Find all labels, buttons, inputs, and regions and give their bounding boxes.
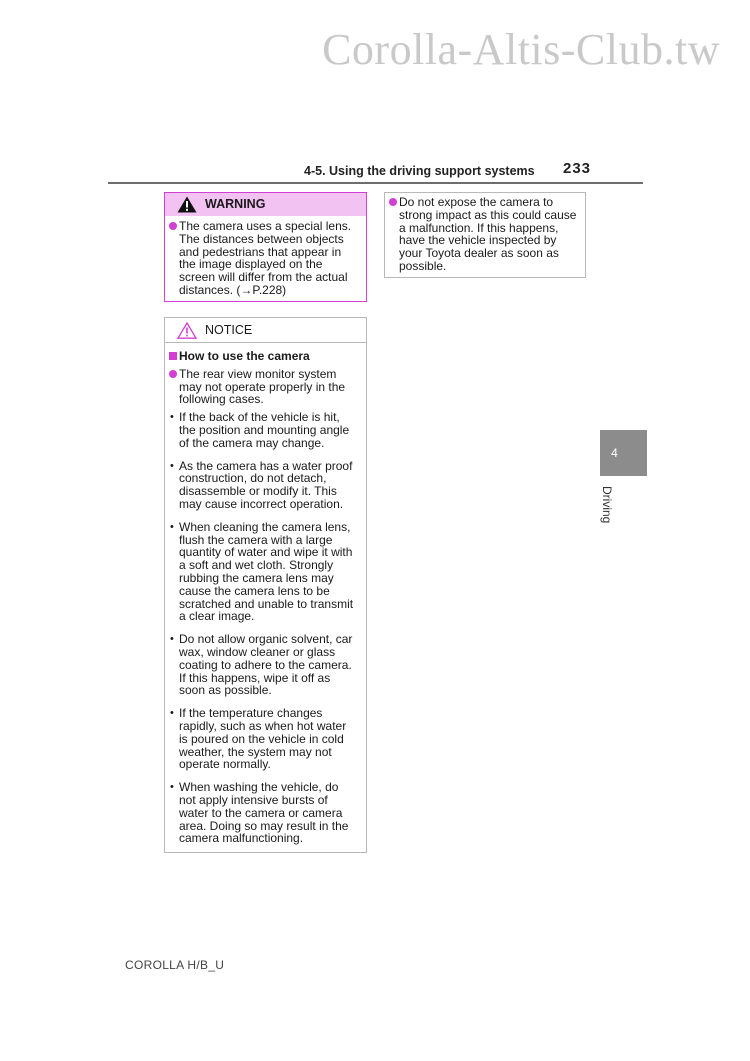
bullet-icon: • [170, 707, 174, 720]
square-bullet-icon [169, 352, 177, 360]
notice-triangle-icon [177, 322, 197, 339]
bullet-dot-icon [169, 222, 177, 230]
notice-subheading: How to use the camera [169, 350, 358, 363]
warning-triangle-icon [177, 196, 197, 213]
list-item: • If the back of the vehicle is hit, the position and mounting angle of the camera may change. [170, 410, 350, 450]
warning-header [165, 193, 366, 216]
warning-text: The camera uses a special lens. The distances between objects and pedestrians that appear in the image displayed on the screen will differ from the actual distances. (→P.228) [179, 219, 352, 297]
warning-title: WARNING [205, 197, 266, 212]
chapter-label: Driving [600, 486, 614, 524]
caution-continued-box [384, 192, 586, 278]
chapter-number: 4 [611, 446, 618, 460]
bullet-icon: • [170, 781, 174, 794]
list-item: • When washing the vehicle, do not apply intensive bursts of water to the camera or camera area. Doing so may result in the camera malfunctioning. [170, 780, 349, 846]
list-item: • If the temperature changes rapidly, such as when hot water is poured on the vehicle in cold weather, the system may not operate normally. [170, 706, 347, 772]
section-title: 4-5. Using the driving support systems [304, 164, 535, 178]
footer-model: COROLLA H/B_U [125, 958, 225, 972]
bullet-dot-icon [169, 370, 177, 378]
watermark: Corolla-Altis-Club.tw [322, 25, 720, 74]
bullet-icon: • [170, 520, 174, 533]
notice-box [164, 317, 367, 853]
bullet-icon: • [170, 411, 174, 424]
list-item: • Do not allow organic solvent, car wax, window cleaner or glass coating to adhere to the camera. If this happens, wipe it off as soon as possible. [170, 632, 353, 698]
list-item: The rear view monitor system may not operate properly in the following cases. [169, 368, 358, 406]
header-divider [108, 182, 643, 184]
list-item: • When cleaning the camera lens, flush the camera with a large quantity of water and wipe it with a soft and wet cloth. Strongly rubbing the camera lens may cause the camera lens to be scratched and unable to transmit a clear image. [170, 519, 354, 624]
caution-text: Do not expose the camera to strong impact as this could cause a malfunction. If this happens, have the vehicle inspected by your Toyota dealer as soon as possible. [399, 195, 577, 273]
list-item: • As the camera has a water proof construction, do not detach, disassemble or modify it. This may cause incorrect operation. [170, 458, 353, 511]
notice-title: NOTICE [205, 322, 253, 337]
chapter-tab[interactable] [600, 430, 647, 476]
list-item [389, 196, 577, 273]
list-item [169, 220, 358, 297]
bullet-icon: • [170, 633, 174, 646]
warning-box [164, 192, 367, 302]
bullet-icon: • [170, 459, 174, 472]
bullet-dot-icon [389, 198, 397, 206]
notice-header [165, 318, 366, 343]
page-number: 233 [563, 160, 592, 177]
